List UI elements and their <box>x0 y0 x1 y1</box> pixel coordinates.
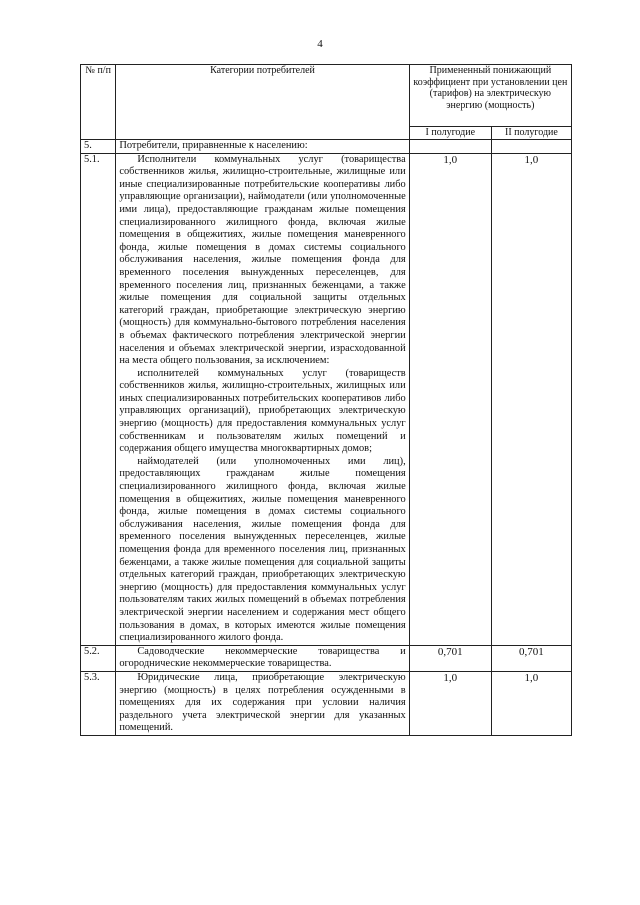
table-row-5 <box>81 140 572 154</box>
tariff-coefficient-table <box>80 64 572 736</box>
header-number: № п/п <box>81 65 116 140</box>
table-row-5-2 <box>81 645 572 671</box>
category-text: Потребители, приравненные к населению: <box>119 140 308 151</box>
header-coefficient: Примененный понижающий коэффициент при установлении цен (тарифов) на электрическую энергию (мощность) <box>409 65 571 127</box>
row-category <box>116 140 409 154</box>
page-number: 4 <box>317 38 323 50</box>
row-first-half-value: 1,0 <box>409 671 491 735</box>
row-number: 5.2. <box>81 645 116 671</box>
row-second-half-value <box>491 140 571 154</box>
header-second-half: II полугодие <box>491 127 571 140</box>
row-second-half-value: 1,0 <box>491 671 571 735</box>
row-category <box>116 153 409 645</box>
row-category <box>116 645 409 671</box>
row-number: 5.1. <box>81 153 116 645</box>
row-category <box>116 671 409 735</box>
category-text: Садоводческие некоммерческие товарищества и огороднические некоммерческие товарищества. <box>119 645 406 670</box>
category-text: Юридические лица, приобретающие электрическую энергию (мощность) в целях потребления осужденными в помещениях для их содержания при условии наличия раздельного учета электрической энергии для указанных помещений. <box>119 671 406 734</box>
category-exception-text: наймодателей (или уполномоченных ими лиц), предоставляющих гражданам жилые помещения специализированного жилищного фонда, включая жилые помещения в общежитиях, жилые помещения маневренного фонда, жилые помещения в домах системы социального обслуживания населения, жилые помещения фонда для временного поселения вынужденных переселенцев, жилые помещения фонда для временного поселения лиц, признанных беженцами, а также жилые помещения для социальной защиты отдельных категорий граждан, приобретающих электрическую энергию (мощность) для предоставления коммунальных услуг пользователям таких жилых помещений в объемах потребления электрической энергии населением и содержания мест общего пользования в домах, в которых имеются жилые помещения специализированного жилого фонда. <box>119 455 406 644</box>
row-first-half-value <box>409 140 491 154</box>
table-row-5-3 <box>81 671 572 735</box>
table-row-5-1 <box>81 153 572 645</box>
row-number: 5.3. <box>81 671 116 735</box>
row-first-half-value: 0,701 <box>409 645 491 671</box>
header-category: Категории потребителей <box>116 65 409 140</box>
row-first-half-value: 1,0 <box>409 153 491 645</box>
category-text: Исполнители коммунальных услуг (товарищества собственников жилья, жилищно-строительные, жилищные или иные специализированные потребительские кооперативы либо управляющие организации), наймодатели (или уполномоченные ими лица), предоставляющие гражданам жилые помещения специализированного жилищного фонда, включая жилые помещения в общежитиях, жилые помещения маневренного фонда, жилые помещения в домах системы социального обслуживания населения, жилые помещения фонда для временного поселения вынужденных переселенцев, для временного поселения лиц, признанных беженцами, а также жилые помещения для социальной защиты отдельных категорий граждан, приобретающие электрическую энергию (мощность) для коммунально-бытового потребления населения в объемах фактического потребления электрической энергии населения и объемах электрической энергии, израсходованной на места общего пользования, за исключением: <box>119 153 406 367</box>
header-first-half: I полугодие <box>409 127 491 140</box>
row-number: 5. <box>81 140 116 154</box>
row-second-half-value: 0,701 <box>491 645 571 671</box>
category-exception-text: исполнителей коммунальных услуг (товариществ собственников жилья, жилищно-строительных, жилищных или иных специализированных потребительских кооперативов либо управляющих организаций), приобретающих электрическую энергию (мощность) для предоставления коммунальных услуг собственникам и пользователям жилых помещений и содержания общего имущества многоквартирных домов; <box>119 367 406 455</box>
row-second-half-value: 1,0 <box>491 153 571 645</box>
